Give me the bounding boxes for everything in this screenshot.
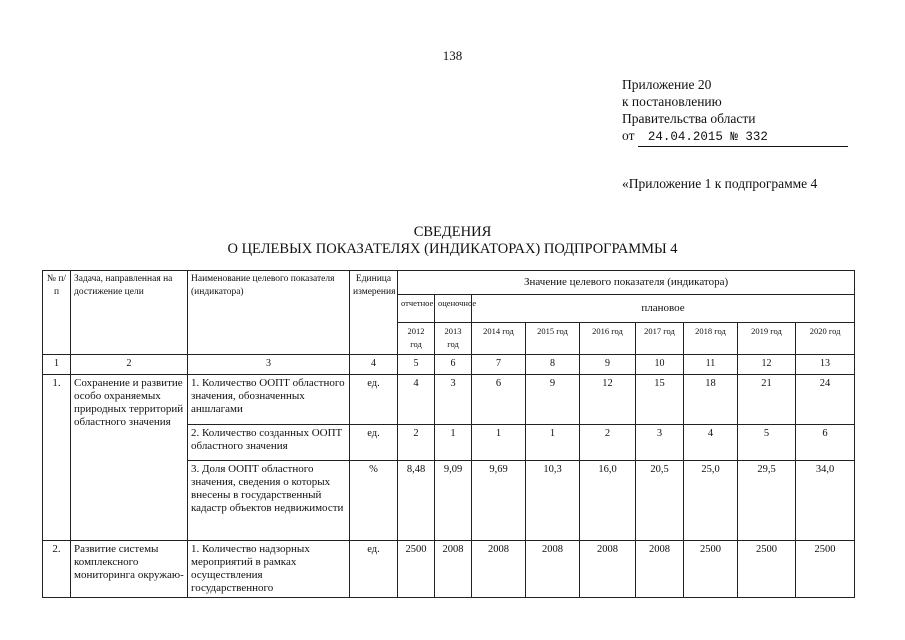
value-2019: 5 (738, 425, 796, 461)
value-2016: 12 (580, 375, 636, 425)
indicator-name: 2. Количество созданных ООПТ областного значения (188, 425, 350, 461)
subprogram-reference: «Приложение 1 к подпрограмме 4 (622, 176, 818, 191)
header-year-2013: 2013 год (435, 323, 472, 355)
task-number: 1. (43, 375, 71, 541)
appendix-line-2: к постановлению (622, 94, 722, 109)
value-2017: 2008 (636, 541, 684, 598)
header-year-2020: 2020 год (796, 323, 855, 355)
value-2016: 2008 (580, 541, 636, 598)
header-indicator: Наименование целевого показателя (индикатора) (188, 271, 350, 355)
value-2018: 18 (684, 375, 738, 425)
indicator-name: 1. Количество ООПТ областного значения, обозначенных аншлагами (188, 375, 350, 425)
value-2013: 2008 (435, 541, 472, 598)
title-line-2: О ЦЕЛЕВЫХ ПОКАЗАТЕЛЯХ (ИНДИКАТОРАХ) ПОДПРОГРАММЫ 4 (227, 241, 678, 257)
date-value: 24.04.2015 № 332 (638, 129, 848, 147)
value-2015: 2008 (526, 541, 580, 598)
header-year-2017: 2017 год (636, 323, 684, 355)
unit-cell: ед. (350, 425, 398, 461)
header-estimated: оценочное (435, 295, 472, 323)
header-year-2018: 2018 год (684, 323, 738, 355)
column-number: 1 (43, 355, 71, 375)
header-reported: отчетное (398, 295, 435, 323)
value-2018: 2500 (684, 541, 738, 598)
header-unit: Единица измерения (350, 271, 398, 355)
value-2013: 9,09 (435, 461, 472, 541)
header-year-2016: 2016 год (580, 323, 636, 355)
value-2020: 2500 (796, 541, 855, 598)
column-number: 8 (526, 355, 580, 375)
value-2020: 24 (796, 375, 855, 425)
date-prefix: от (622, 128, 635, 143)
value-2020: 34,0 (796, 461, 855, 541)
column-number-row (43, 355, 855, 375)
value-2014: 6 (472, 375, 526, 425)
appendix-block (622, 76, 848, 147)
task-name: Развитие системы комплексного мониторинга окружаю- (71, 541, 188, 598)
value-2019: 29,5 (738, 461, 796, 541)
column-number: 5 (398, 355, 435, 375)
value-2014: 1 (472, 425, 526, 461)
value-2016: 2 (580, 425, 636, 461)
indicator-name: 1. Количество надзорных мероприятий в рамках осуществления государственного (188, 541, 350, 598)
column-number: 10 (636, 355, 684, 375)
header-year-2015: 2015 год (526, 323, 580, 355)
header-row-1 (43, 271, 855, 295)
header-planned: плановое (472, 295, 855, 323)
value-2012: 2500 (398, 541, 435, 598)
value-2012: 4 (398, 375, 435, 425)
value-2020: 6 (796, 425, 855, 461)
column-number: 3 (188, 355, 350, 375)
value-2015: 1 (526, 425, 580, 461)
task-name: Сохранение и развитие особо охраняемых природных территорий областного значения (71, 375, 188, 541)
value-2017: 20,5 (636, 461, 684, 541)
column-number: 2 (71, 355, 188, 375)
page-number: 138 (442, 48, 463, 63)
appendix-line-1: Приложение 20 (622, 77, 712, 92)
value-2015: 9 (526, 375, 580, 425)
appendix-date-line (622, 127, 848, 147)
indicator-name: 3. Доля ООПТ областного значения, сведения о которых внесены в государственный кадастр объектов недвижимости (188, 461, 350, 541)
column-number: 4 (350, 355, 398, 375)
header-task: Задача, направленная на достижение цели (71, 271, 188, 355)
value-2012: 2 (398, 425, 435, 461)
header-year-2019: 2019 год (738, 323, 796, 355)
column-number: 9 (580, 355, 636, 375)
table-row (43, 541, 855, 598)
column-number: 12 (738, 355, 796, 375)
value-2018: 25,0 (684, 461, 738, 541)
header-num: № п/п (43, 271, 71, 355)
column-number: 7 (472, 355, 526, 375)
value-2014: 9,69 (472, 461, 526, 541)
column-number: 11 (684, 355, 738, 375)
value-2015: 10,3 (526, 461, 580, 541)
value-2018: 4 (684, 425, 738, 461)
column-number: 13 (796, 355, 855, 375)
value-2013: 3 (435, 375, 472, 425)
indicators-table (42, 270, 855, 598)
header-value: Значение целевого показателя (индикатора) (398, 271, 855, 295)
value-2019: 2500 (738, 541, 796, 598)
value-2012: 8,48 (398, 461, 435, 541)
value-2017: 3 (636, 425, 684, 461)
document-title (0, 224, 905, 258)
value-2016: 16,0 (580, 461, 636, 541)
value-2017: 15 (636, 375, 684, 425)
value-2019: 21 (738, 375, 796, 425)
unit-cell: ед. (350, 541, 398, 598)
header-year-2014: 2014 год (472, 323, 526, 355)
header-year-2012: 2012 год (398, 323, 435, 355)
column-number: 6 (435, 355, 472, 375)
title-line-1: СВЕДЕНИЯ (413, 224, 492, 240)
task-number: 2. (43, 541, 71, 598)
value-2013: 1 (435, 425, 472, 461)
unit-cell: % (350, 461, 398, 541)
unit-cell: ед. (350, 375, 398, 425)
appendix-line-3: Правительства области (622, 111, 756, 126)
value-2014: 2008 (472, 541, 526, 598)
table-row (43, 375, 855, 425)
